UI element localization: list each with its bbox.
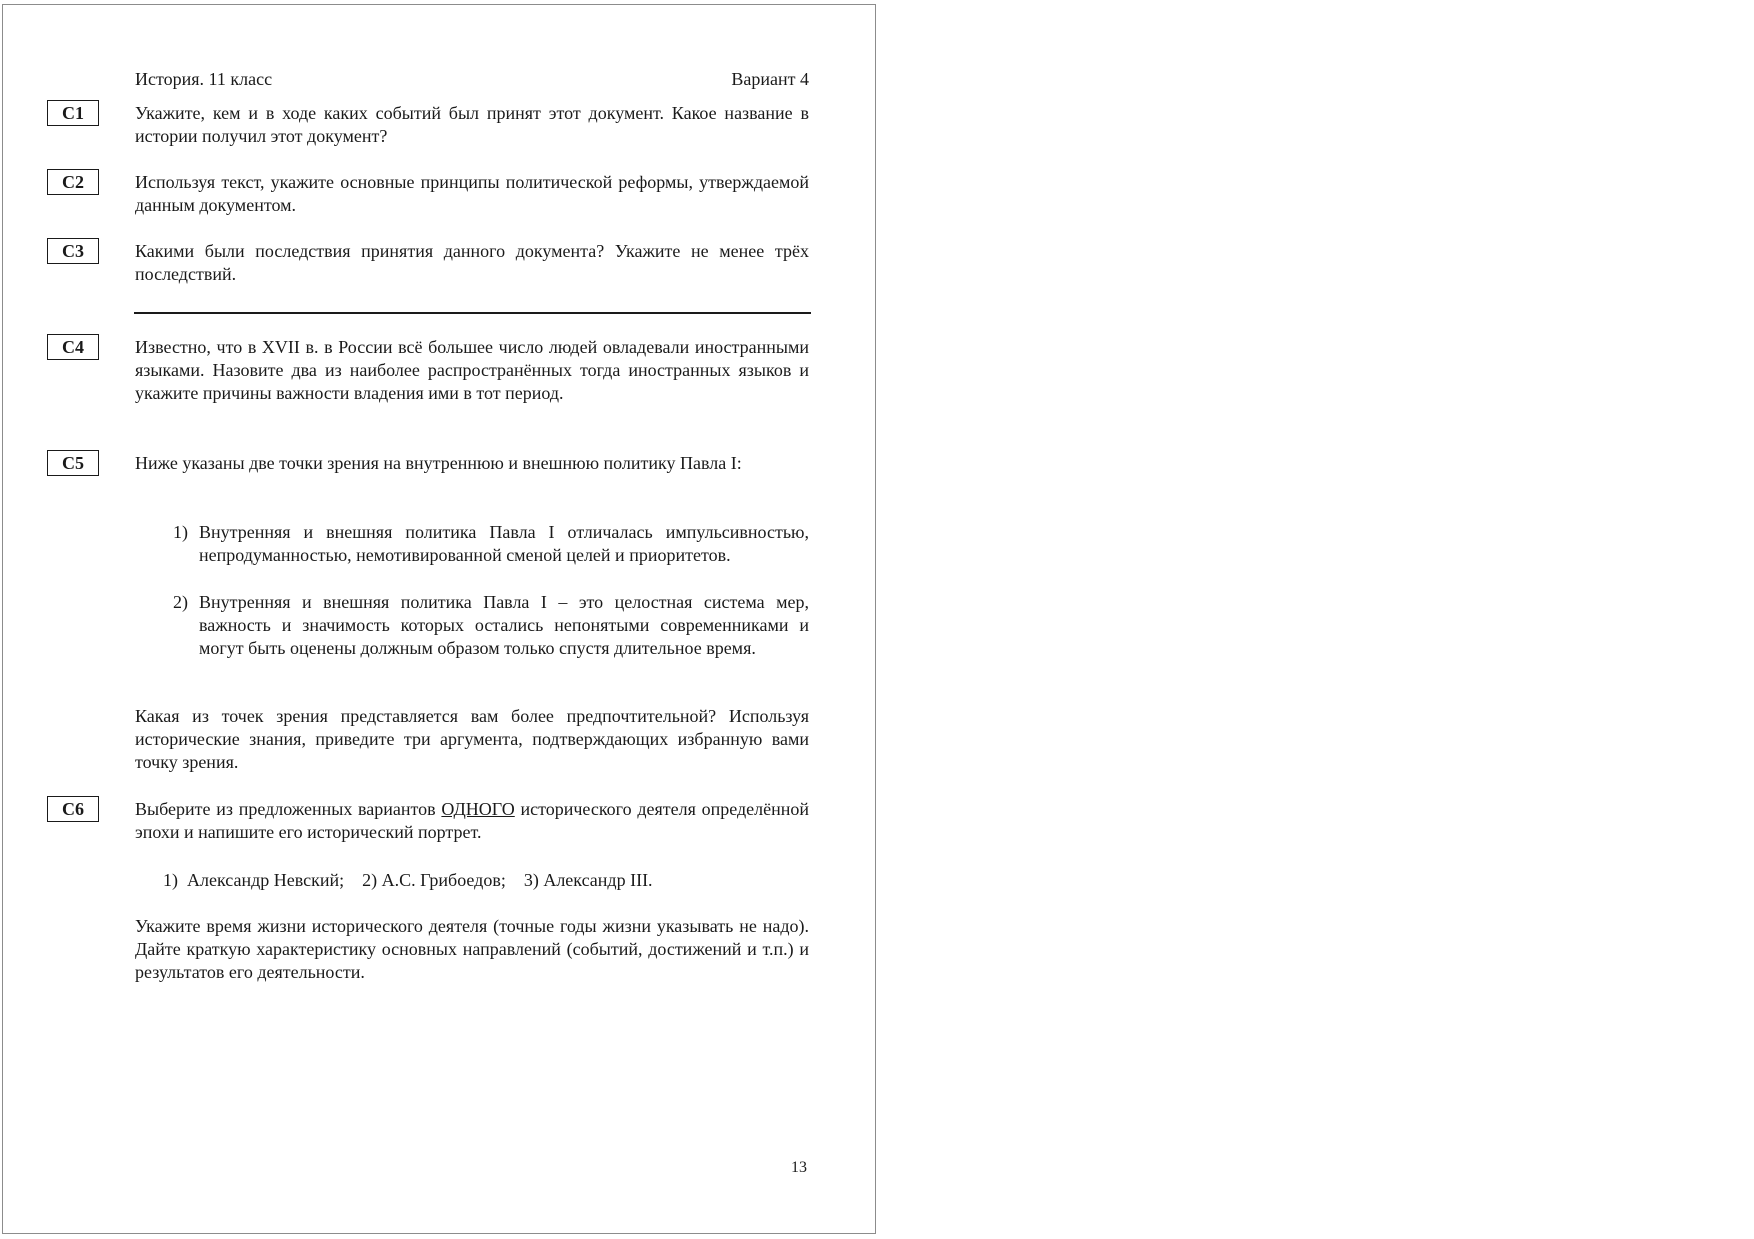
task-text-c6-end: исторического деятеля определённой эпохи и напишите его исторический портрет. [135, 799, 810, 842]
task-text-c3: Какими были последствия принятия данного документа? Укажите не менее трёх последствий. [135, 241, 809, 284]
exam-page [2, 4, 876, 1234]
task-text-c6 [135, 798, 809, 844]
variant-label: Вариант 4 [731, 69, 809, 89]
task-label-c5: С5 [47, 450, 99, 476]
task-text-c6-start: Выберите из предложенных вариантов [135, 799, 442, 819]
viewpoint-number: 1) [173, 522, 188, 542]
viewpoint-number: 2) [173, 592, 188, 612]
viewpoint-item [173, 521, 809, 567]
page-header [135, 69, 809, 90]
task-label-c6: С6 [47, 796, 99, 822]
viewpoint-text: Внутренняя и внешняя политика Павла I отличалась импульсивностью, непродуманностью, немотивированной сменой целей и приоритетов. [199, 522, 809, 565]
subject-title: История. 11 класс [135, 69, 273, 89]
task-label-c4: С4 [47, 334, 99, 360]
viewpoint-text: Внутренняя и внешняя политика Павла I – это целостная система мер, важность и значимость которых остались непонятыми современниками и могут быть оценены должным образом только спустя длительное время. [199, 592, 809, 658]
task-text-c2: Используя текст, укажите основные принципы политической реформы, утверждаемой данным документом. [135, 172, 809, 215]
task-instructions-c6: Укажите время жизни исторического деятеля (точные годы жизни указывать не надо). Дайте краткую характеристику основных направлений (событий, достижений и т.п.) и результатов его деятельности. [135, 916, 809, 982]
task-label-c1: С1 [47, 100, 99, 126]
section-divider [134, 312, 811, 314]
emphasis-one: ОДНОГО [441, 799, 515, 819]
page-number: 13 [791, 1159, 807, 1176]
figure-options: 1) Александр Невский; 2) А.С. Грибоедов; 3) Александр III. [163, 870, 653, 890]
task-text-c4: Известно, что в XVII в. в России всё большее число людей овладевали иностранными языками. Назовите два из наиболее распространённых тогда иностранных языков и укажите причины важности владения ими в тот период. [135, 337, 809, 403]
task-text-c1: Укажите, кем и в ходе каких событий был принят этот документ. Какое название в истории получил этот документ? [135, 103, 809, 146]
task-label-c3: С3 [47, 238, 99, 264]
viewpoint-item [173, 591, 809, 660]
task-intro-c5: Ниже указаны две точки зрения на внутреннюю и внешнюю политику Павла I: [135, 453, 742, 473]
task-question-c5: Какая из точек зрения представляется вам более предпочтительной? Используя исторические знания, приведите три аргумента, подтверждающих избранную вами точку зрения. [135, 706, 809, 772]
task-label-c2: С2 [47, 169, 99, 195]
